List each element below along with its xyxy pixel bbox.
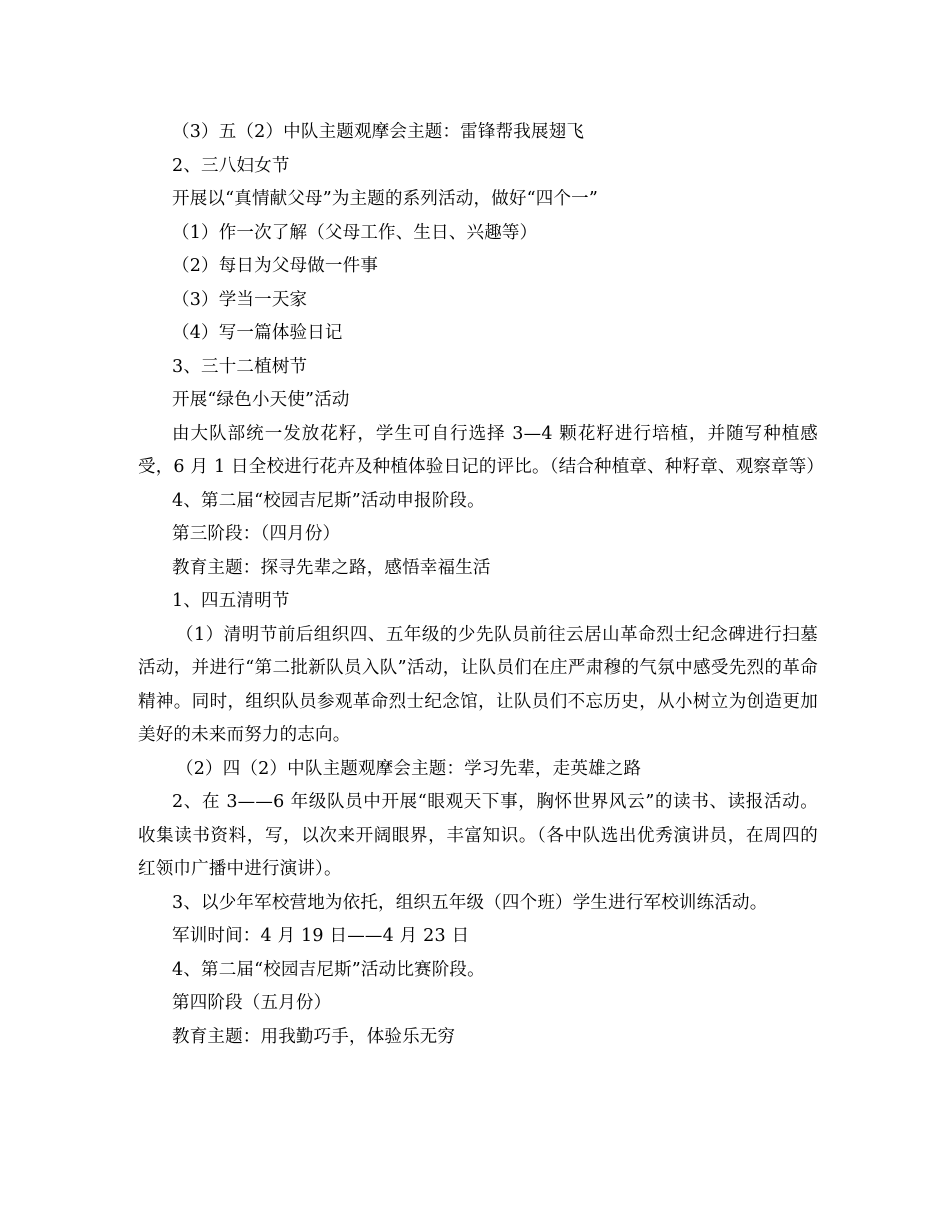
list-item: （4）写一篇体验日记 <box>172 323 343 343</box>
theme-line: 教育主题：用我勤巧手，体验乐无穷 <box>172 1026 456 1047</box>
paragraph: 由大队部统一发放花籽，学生可自行选择 3—4 颗花籽进行培植，并随写种植感受，6 月 1 日全校进行花卉及种植体验日记的评比。（结合种植章、种籽章、观察章等） <box>138 423 825 477</box>
text-line: （2）四（2）中队主题观摩会主题：学习先辈，走英雄之路 <box>176 758 642 779</box>
text-line: 军训时间：4 月 19 日——4 月 23 日 <box>172 926 470 946</box>
theme-line: 教育主题：探寻先辈之路，感悟幸福生活 <box>172 557 491 578</box>
paragraph: 2、在 3——6 年级队员中开展“眼观天下事，胸怀世界风云”的读书、读报活动。收集读书资料，写，以次来开阔眼界，丰富知识。（各中队选出优秀演讲员，在周四的红领巾广播中进行演讲）。 <box>138 792 818 879</box>
section-heading: 3、三十二植树节 <box>172 356 308 377</box>
list-item: （3）学当一天家 <box>172 289 308 310</box>
paragraph: （1）清明节前后组织四、五年级的少先队员前往云居山革命烈士纪念碑进行扫墓活动，并进行“第二批新队员入队”活动，让队员们在庄严肃穆的气氛中感受先烈的革命精神。同时，组织队员参观革命烈士纪念馆，让队员们不忘历史，从小树立为创造更加美好的未来而努力的志向。 <box>138 624 818 745</box>
section-heading: 1、四五清明节 <box>172 591 290 611</box>
text-line: 开展“绿色小天使”活动 <box>172 390 350 410</box>
text-line: 4、第二届“校园吉尼斯”活动比赛阶段。 <box>172 959 485 980</box>
document-body <box>138 116 825 1054</box>
text-line: （3）五（2）中队主题观摩会主题：雷锋帮我展翅飞 <box>172 122 585 142</box>
section-heading: 2、三八妇女节 <box>172 155 290 176</box>
text-line: 开展以“真情献父母”为主题的系列活动，做好“四个一” <box>172 189 598 209</box>
list-item: （1）作一次了解（父母工作、生日、兴趣等） <box>172 222 538 243</box>
text-line: 3、以少年军校营地为依托，组织五年级（四个班）学生进行军校训练活动。 <box>172 892 768 913</box>
list-item: （2）每日为父母做一件事 <box>172 256 379 276</box>
stage-heading: 第四阶段（五月份） <box>172 993 332 1013</box>
stage-heading: 第三阶段：（四月份） <box>172 524 341 544</box>
text-line: 4、第二届“校园吉尼斯”活动申报阶段。 <box>172 490 485 511</box>
